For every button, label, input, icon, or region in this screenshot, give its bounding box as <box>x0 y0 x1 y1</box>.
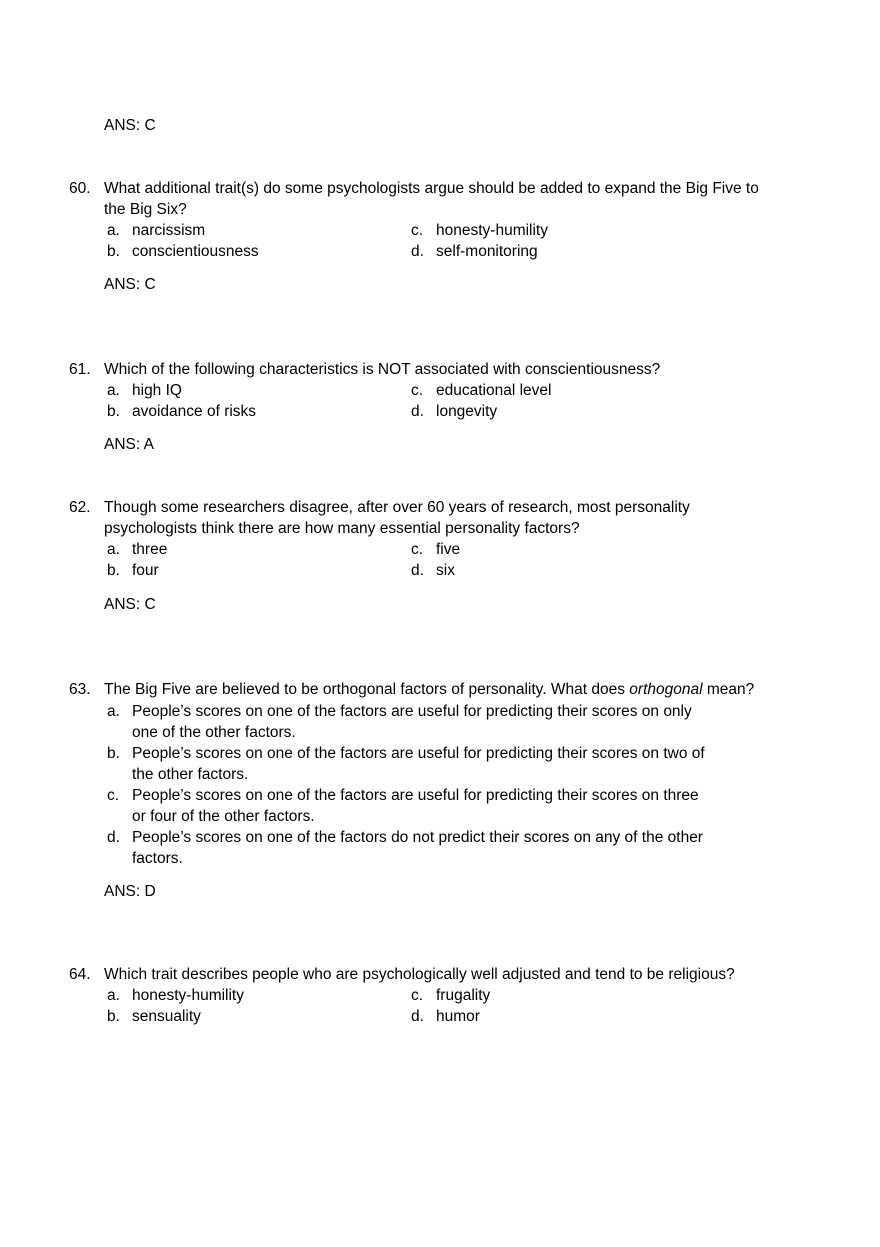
question-number: 63. <box>69 681 91 698</box>
option-letter: b. <box>107 242 120 260</box>
option-c <box>411 986 711 1007</box>
option-b <box>107 1007 411 1028</box>
option-text: People’s scores on one of the factors are useful for predicting their scores on three or four of the other factors. <box>132 787 699 825</box>
option-b <box>107 242 411 263</box>
option-b <box>107 743 707 785</box>
option-b <box>107 402 411 423</box>
option-text: honesty-humility <box>436 222 548 239</box>
option-letter: b. <box>107 561 120 579</box>
option-text: high IQ <box>132 382 182 399</box>
question-number: 64. <box>69 966 91 983</box>
italic-term: orthogonal <box>629 681 703 698</box>
option-text: avoidance of risks <box>132 402 257 420</box>
option-text: People’s scores on one of the factors are useful for predicting their scores on two of the other factors. <box>132 745 705 783</box>
options <box>107 381 789 422</box>
option-a <box>107 701 707 743</box>
option-d <box>411 242 711 263</box>
option-letter: c. <box>411 987 424 1004</box>
option-letter: d. <box>411 402 424 420</box>
options <box>107 221 781 262</box>
answer-60: ANS: C <box>104 276 156 293</box>
option-text: four <box>132 561 159 579</box>
option-text: educational level <box>436 382 552 399</box>
option-c <box>411 381 711 402</box>
question-63 <box>69 679 809 869</box>
question-64 <box>69 964 799 1027</box>
option-letter: c. <box>411 382 424 399</box>
option-b <box>107 561 411 582</box>
option-text: sensuality <box>132 1007 201 1025</box>
option-letter: c. <box>107 787 120 804</box>
option-a <box>107 540 411 561</box>
option-a <box>107 381 411 402</box>
question-number: 62. <box>69 499 91 516</box>
option-text: frugality <box>436 987 491 1004</box>
answer-63: ANS: D <box>104 883 156 900</box>
option-letter: b. <box>107 745 120 762</box>
option-letter: d. <box>411 242 424 260</box>
option-text: six <box>436 561 455 579</box>
option-letter: a. <box>107 222 120 239</box>
option-text: three <box>132 541 168 558</box>
question-62 <box>69 497 709 581</box>
option-letter: a. <box>107 987 120 1004</box>
option-text: honesty-humility <box>132 987 244 1004</box>
option-letter: a. <box>107 382 120 399</box>
question-text: Which of the following characteristics is NOT associated with conscientiousness? <box>104 361 661 378</box>
options <box>107 701 809 869</box>
option-letter: c. <box>411 222 424 239</box>
option-d <box>107 827 707 869</box>
option-c <box>411 221 711 242</box>
option-text: conscientiousness <box>132 242 259 260</box>
option-c <box>411 540 711 561</box>
question-60 <box>69 178 781 262</box>
question-61 <box>69 359 789 422</box>
option-text: five <box>436 541 461 558</box>
option-letter: c. <box>411 541 424 558</box>
question-number: 61. <box>69 361 91 378</box>
question-text: What additional trait(s) do some psychologists argue should be added to expand the Big Five to the Big Six? <box>104 180 759 218</box>
option-letter: a. <box>107 541 120 558</box>
answer-61: ANS: A <box>104 436 154 453</box>
answer-62: ANS: C <box>104 596 156 613</box>
option-letter: d. <box>107 829 120 846</box>
option-letter: b. <box>107 402 120 420</box>
option-letter: d. <box>411 561 424 579</box>
option-d <box>411 561 711 582</box>
question-text: Though some researchers disagree, after over 60 years of research, most personality psychologists think there are how many essential personality factors? <box>104 499 690 537</box>
option-letter: a. <box>107 703 120 720</box>
option-letter: d. <box>411 1007 424 1025</box>
option-text: People’s scores on one of the factors do not predict their scores on any of the other factors. <box>132 829 703 867</box>
option-a <box>107 221 411 242</box>
option-d <box>411 402 711 423</box>
options <box>107 540 709 581</box>
option-c <box>107 785 707 827</box>
option-text: humor <box>436 1007 480 1025</box>
question-text: The Big Five are believed to be orthogonal factors of personality. What does orthogonal mean? <box>104 681 755 698</box>
option-text: People’s scores on one of the factors are useful for predicting their scores on only one of the other factors. <box>132 703 692 741</box>
option-a <box>107 986 411 1007</box>
question-number: 60. <box>69 180 91 197</box>
option-text: self-monitoring <box>436 242 538 260</box>
options <box>107 986 799 1027</box>
question-text: Which trait describes people who are psychologically well adjusted and tend to be religious? <box>104 966 735 983</box>
option-text: longevity <box>436 402 498 420</box>
option-text: narcissism <box>132 222 206 239</box>
option-letter: b. <box>107 1007 120 1025</box>
option-d <box>411 1007 711 1028</box>
answer-59: ANS: C <box>104 117 156 134</box>
